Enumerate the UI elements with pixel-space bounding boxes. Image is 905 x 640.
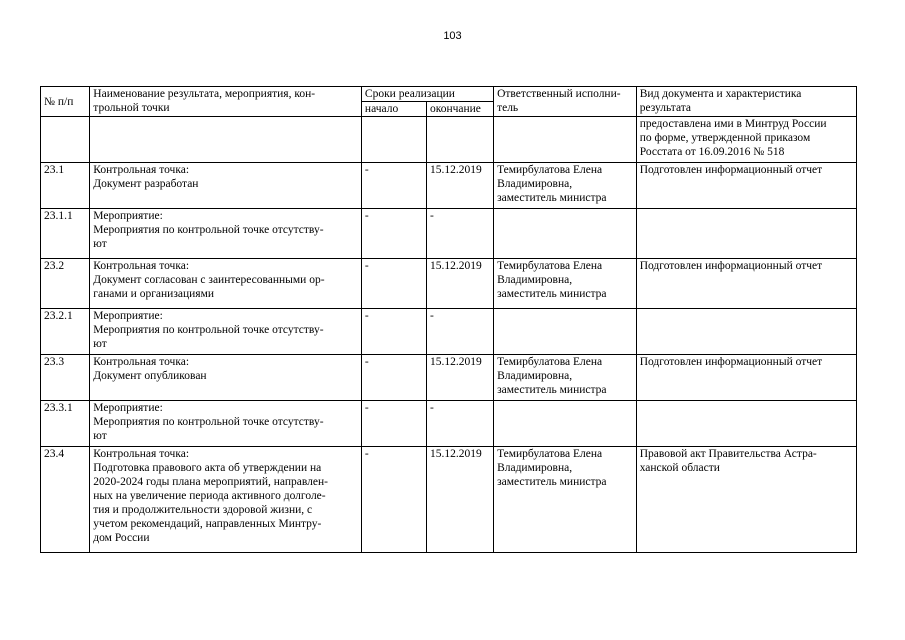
text-line: ют (93, 430, 107, 442)
row-start-cell (361, 259, 426, 309)
row-doc-cell (636, 447, 856, 553)
text-line: Вид документа и характеристика (639, 88, 802, 100)
row-num-cell (41, 117, 90, 163)
row-name-cell (90, 117, 362, 163)
text-line: учетом рекомендаций, направленных Минтру- (93, 518, 322, 530)
text-line: - (429, 310, 434, 322)
row-responsible-cell (494, 259, 637, 309)
row-name-cell (90, 309, 362, 355)
text-line: Подготовка правового акта об утверждении на (93, 462, 322, 474)
text-line: Контрольная точка: (93, 356, 190, 368)
text-line: Мероприятие: (93, 310, 163, 322)
text-line: дом России (93, 532, 150, 544)
text-line: начало (364, 103, 399, 115)
text-line: Наименование результата, мероприятия, кон- (93, 88, 316, 100)
text-line: - (364, 402, 369, 414)
text-line: Подготовлен информационный отчет (639, 260, 823, 272)
row-doc-cell (636, 401, 856, 447)
header-start (361, 102, 426, 117)
row-num-cell (41, 401, 90, 447)
text-line: заместитель министра (497, 384, 607, 396)
text-line: тель (497, 102, 519, 114)
page-number: 103 (443, 30, 462, 42)
text-line: заместитель министра (497, 476, 607, 488)
header-name (90, 87, 362, 117)
text-line: № п/п (44, 95, 74, 108)
row-doc-cell (636, 355, 856, 401)
text-line: - (429, 402, 434, 414)
header-responsible (494, 87, 637, 117)
text-line: трольной точки (93, 102, 170, 114)
row-responsible-cell (494, 209, 637, 259)
row-start-cell (361, 117, 426, 163)
row-start-cell (361, 163, 426, 209)
row-name-cell (90, 355, 362, 401)
text-line: 23.4 (44, 448, 65, 460)
table-row (41, 309, 857, 355)
text-line: Контрольная точка: (93, 164, 190, 176)
row-num-cell (41, 447, 90, 553)
text-line: Документ согласован с заинтересованными ор- (93, 274, 325, 286)
header-doc (636, 87, 856, 117)
row-doc-cell (636, 209, 856, 259)
text-line: Сроки реализации (364, 88, 455, 100)
row-responsible-cell (494, 447, 637, 553)
row-end-cell (426, 259, 493, 309)
text-line: 15.12.2019 (429, 356, 482, 368)
text-line: Контрольная точка: (93, 260, 190, 272)
text-line: Темирбулатова Елена (497, 448, 603, 460)
header-end (426, 102, 493, 117)
row-start-cell (361, 209, 426, 259)
text-line: ют (93, 338, 107, 350)
row-num-cell (41, 163, 90, 209)
text-line: Документ опубликован (93, 370, 207, 382)
text-line: Ответственный исполни- (497, 88, 621, 100)
text-line: 2020-2024 годы плана мероприятий, направлен- (93, 476, 328, 488)
text-line: Мероприятия по контрольной точке отсутству- (93, 324, 324, 336)
table-row (41, 209, 857, 259)
text-line: Росстата от 16.09.2016 № 518 (639, 146, 785, 158)
plan-body (41, 117, 857, 553)
text-line: - (429, 210, 434, 222)
text-line: Мероприятие: (93, 402, 163, 414)
text-line: Мероприятие: (93, 210, 163, 222)
row-name-cell (90, 259, 362, 309)
row-responsible-cell (494, 163, 637, 209)
text-line: 23.3.1 (44, 402, 73, 414)
header-terms (361, 87, 493, 102)
row-doc-cell (636, 163, 856, 209)
row-end-cell (426, 209, 493, 259)
text-line: по форме, утвержденной приказом (639, 132, 811, 144)
text-line: - (364, 310, 369, 322)
row-start-cell (361, 401, 426, 447)
table-row (41, 447, 857, 553)
text-line: Владимировна, (497, 462, 573, 474)
row-num-cell (41, 309, 90, 355)
row-start-cell (361, 447, 426, 553)
row-start-cell (361, 309, 426, 355)
text-line: окончание (429, 103, 481, 115)
row-end-cell (426, 447, 493, 553)
text-line: Подготовлен информационный отчет (639, 164, 823, 176)
row-name-cell (90, 401, 362, 447)
row-responsible-cell (494, 309, 637, 355)
row-doc-cell (636, 117, 856, 163)
text-line: - (364, 356, 369, 368)
text-line: Контрольная точка: (93, 448, 190, 460)
text-line: 23.1 (44, 164, 65, 176)
row-name-cell (90, 163, 362, 209)
text-line: Темирбулатова Елена (497, 356, 603, 368)
row-responsible-cell (494, 401, 637, 447)
text-line: - (364, 260, 369, 272)
row-end-cell (426, 163, 493, 209)
text-line: Владимировна, (497, 178, 573, 190)
row-responsible-cell (494, 117, 637, 163)
row-num-cell (41, 209, 90, 259)
row-doc-cell (636, 309, 856, 355)
row-responsible-cell (494, 355, 637, 401)
header-row (41, 87, 857, 102)
text-line: 23.2.1 (44, 310, 73, 322)
text-line: 15.12.2019 (429, 448, 482, 460)
text-line: ют (93, 238, 107, 250)
text-line: ных на увеличение периода активного долголе- (93, 490, 326, 502)
text-line: - (364, 210, 369, 222)
row-doc-cell (636, 259, 856, 309)
row-end-cell (426, 355, 493, 401)
text-line: ханской области (639, 462, 720, 474)
table-row (41, 259, 857, 309)
text-line: 23.3 (44, 356, 65, 368)
plan-table (40, 86, 857, 553)
text-line: Владимировна, (497, 370, 573, 382)
text-line: Правовой акт Правительства Астра- (639, 448, 817, 460)
row-end-cell (426, 309, 493, 355)
text-line: 23.2 (44, 260, 65, 272)
table-row (41, 355, 857, 401)
row-num-cell (41, 259, 90, 309)
text-line: ганами и организациями (93, 288, 215, 300)
table-row (41, 401, 857, 447)
header-num (41, 87, 90, 117)
text-line: заместитель министра (497, 192, 607, 204)
text-line: Владимировна, (497, 274, 573, 286)
row-name-cell (90, 209, 362, 259)
text-line: предоставлена ими в Минтруд России (639, 118, 827, 130)
text-line: 15.12.2019 (429, 164, 482, 176)
row-num-cell (41, 355, 90, 401)
row-end-cell (426, 117, 493, 163)
text-line: 23.1.1 (44, 210, 73, 222)
text-line: Подготовлен информационный отчет (639, 356, 823, 368)
text-line: Темирбулатова Елена (497, 164, 603, 176)
text-line: 15.12.2019 (429, 260, 482, 272)
text-line: - (364, 448, 369, 460)
table-row (41, 163, 857, 209)
row-name-cell (90, 447, 362, 553)
text-line: заместитель министра (497, 288, 607, 300)
text-line: Мероприятия по контрольной точке отсутству- (93, 224, 324, 236)
text-line: Темирбулатова Елена (497, 260, 603, 272)
table-row (41, 117, 857, 163)
row-end-cell (426, 401, 493, 447)
text-line: - (364, 164, 369, 176)
text-line: результата (639, 102, 692, 114)
text-line: Документ разработан (93, 178, 199, 190)
text-line: тия и продолжительности здоровой жизни, с (93, 504, 313, 516)
text-line: Мероприятия по контрольной точке отсутству- (93, 416, 324, 428)
row-start-cell (361, 355, 426, 401)
